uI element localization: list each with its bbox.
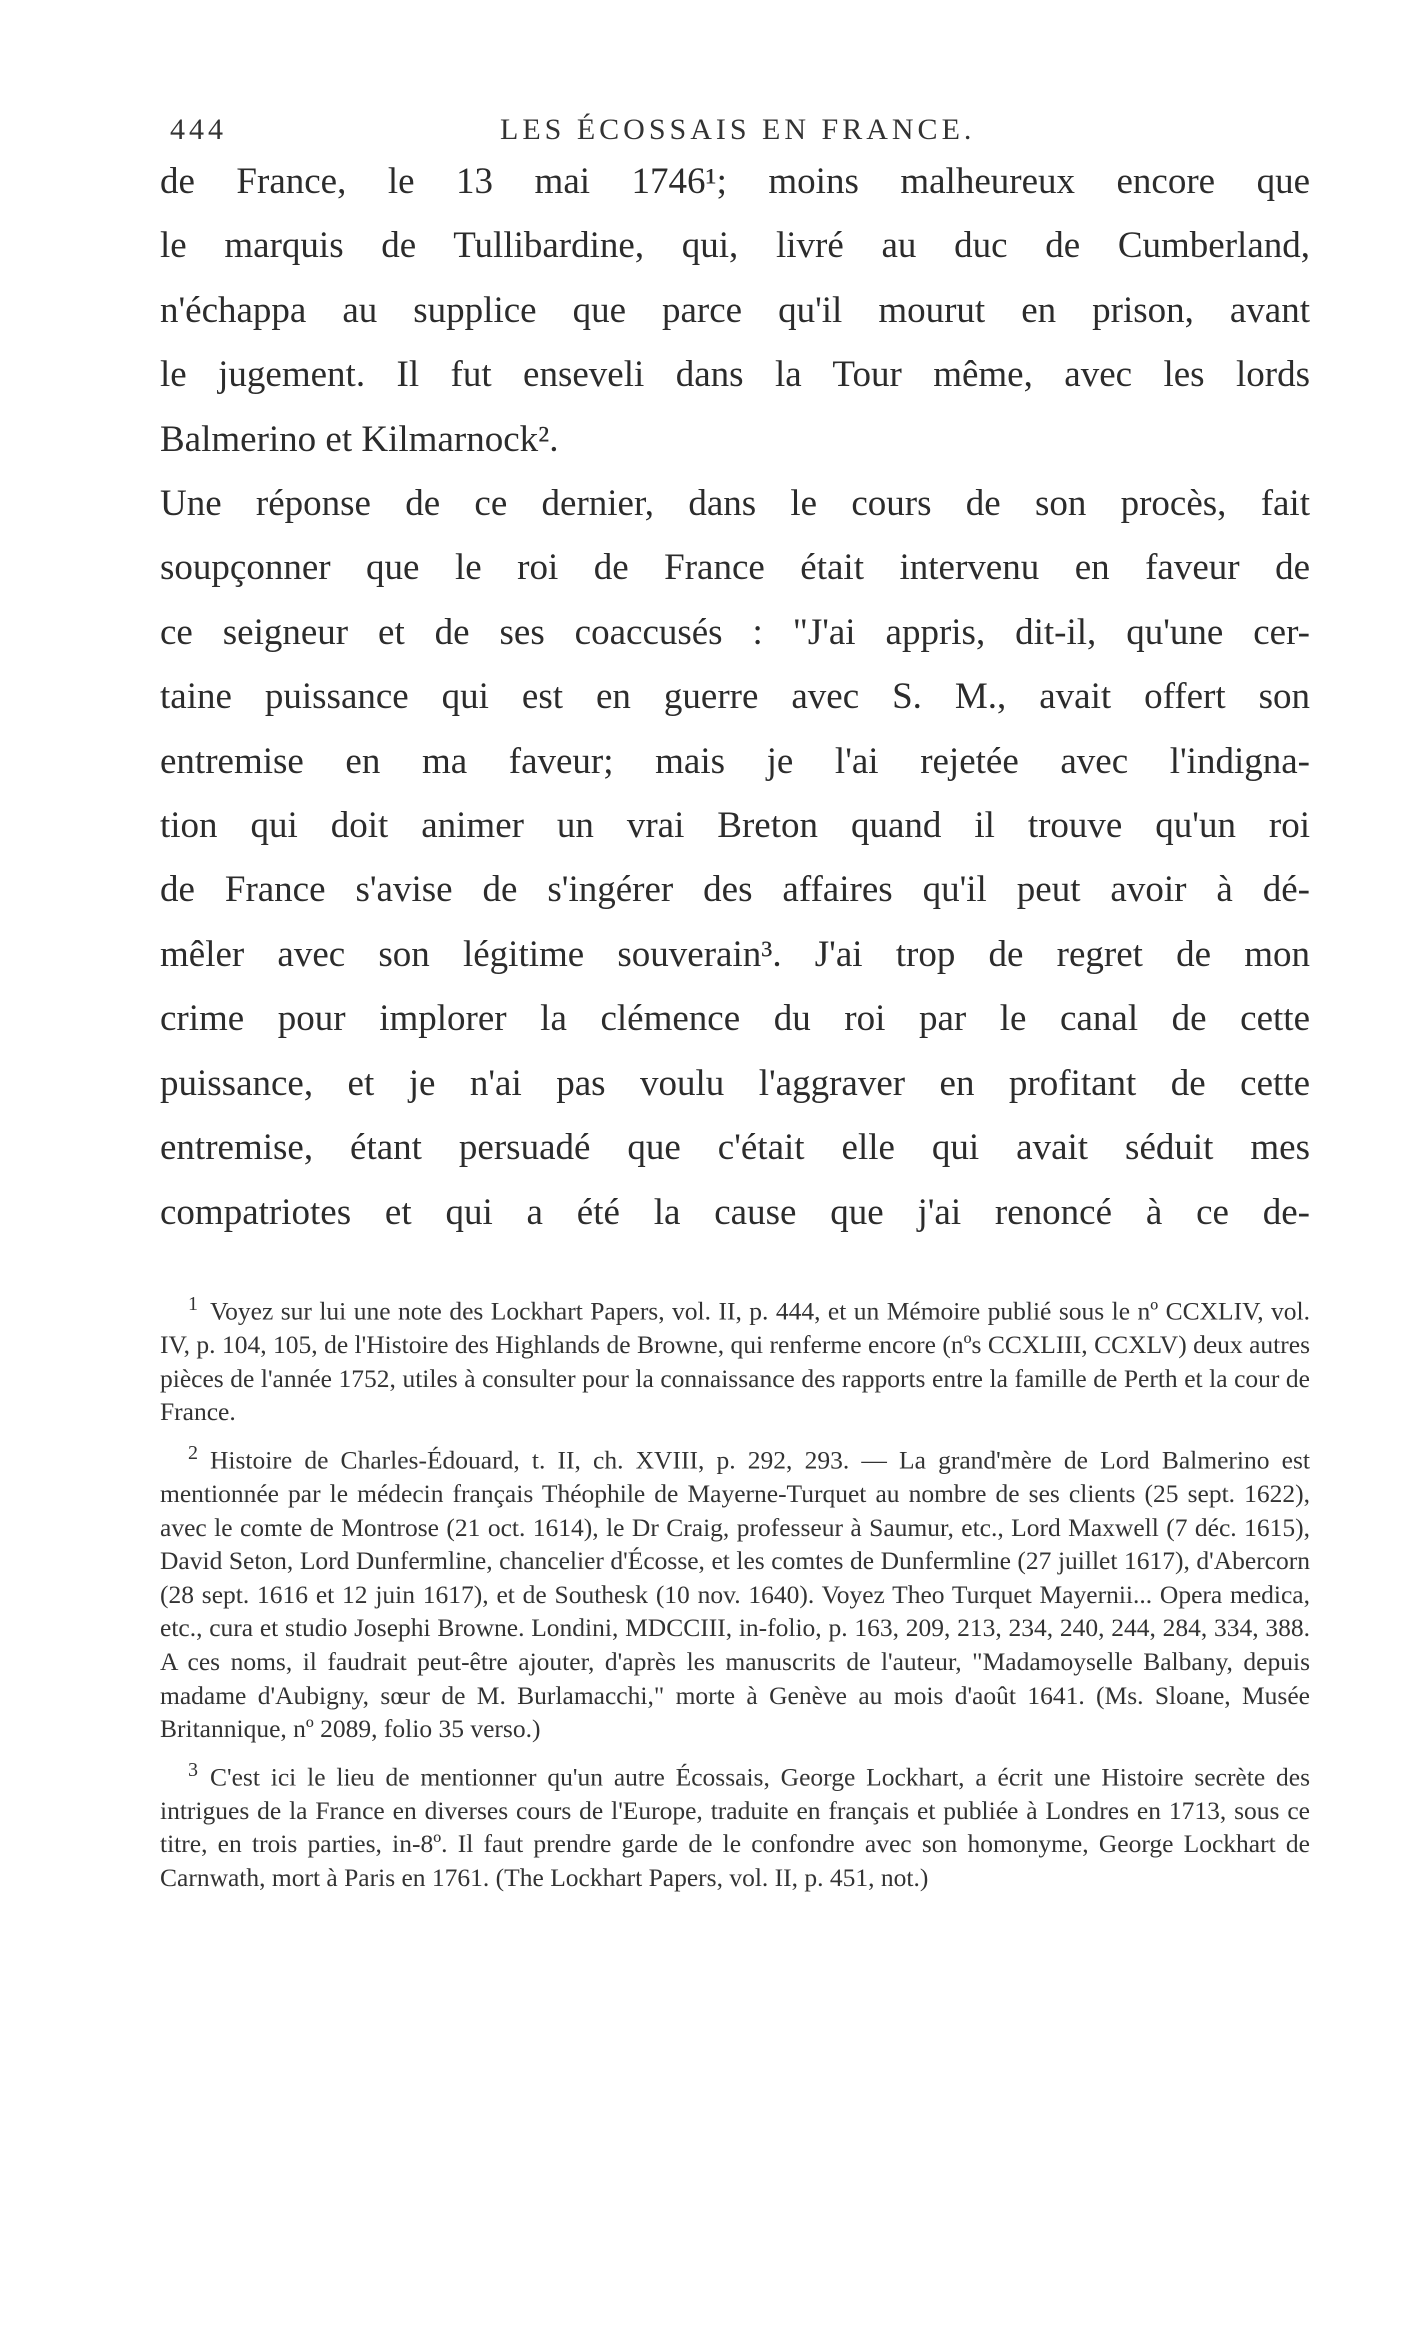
- footnote-text: Histoire de Charles-Édouard, t. II, ch. XVIII, p. 292, 293. — La grand'mère de Lord Balmerino est mentionnée par le médecin français Théophile de Mayerne-Turquet au nombre de ses clients (25 sept. 1622), avec le comte de Montrose (21 oct. 1614), le Dr Craig, professeur à Saumur, etc., Lord Maxwell (7 déc. 1615), David Seton, Lord Dunfermline, chancelier d'Écosse, et les comtes de Dunfermline (27 juillet 1617), d'Abercorn (28 sept. 1616 et 12 juin 1617), et de Southesk (10 nov. 1640). Voyez Theo Turquet Mayernii... Opera medica, etc., cura et studio Josephi Browne. Londini, MDCCIII, in-folio, p. 163, 209, 213, 234, 240, 244, 284, 334, 388. A ces noms, il faudrait peut-être ajouter, d'après les manuscrits de l'auteur, "Madamoyselle Balbany, depuis madame d'Aubigny, sœur de M. Burlamacchi," morte à Genève au mois d'août 1641. (Ms. Sloane, Musée Britannique, nº 2089, folio 35 verso.): [160, 1445, 1310, 1744]
- body-line: le marquis de Tullibardine, qui, livré au duc de Cumberland,: [160, 225, 1310, 267]
- footnote-number: 2: [188, 1441, 198, 1464]
- body-line: ce seigneur et de ses coaccusés : "J'ai appris, dit-il, qu'une cer-: [160, 611, 1310, 653]
- page-header: [170, 113, 980, 153]
- footnote-1: [160, 1288, 1310, 1429]
- body-line: compatriotes et qui a été la cause que j'ai renoncé à ce de-: [160, 1191, 1310, 1233]
- page-number: 444: [170, 113, 227, 146]
- footnote-3: [160, 1754, 1310, 1895]
- footnote-text: Voyez sur lui une note des Lockhart Papers, vol. II, p. 444, et un Mémoire publié sous le nº CCXLIV, vol. IV, p. 104, 105, de l'Histoire des Highlands de Browne, qui renferme encore (nºs CCXLIII, CCXLV) deux autres pièces de l'année 1752, utiles à consulter pour la connaissance des rapports entre la famille de Perth et la cour de France.: [160, 1296, 1310, 1427]
- body-line: crime pour implorer la clémence du roi par le canal de cette: [160, 998, 1310, 1040]
- footnote-number: 3: [188, 1758, 198, 1781]
- body-line: de France, le 13 mai 1746¹; moins malheureux encore que: [160, 161, 1310, 202]
- body-line: Une réponse de ce dernier, dans le cours de son procès, fait: [160, 483, 1310, 525]
- body-line: puissance, et je n'ai pas voulu l'aggraver en profitant de cette: [160, 1062, 1310, 1104]
- body-line: de France s'avise de s'ingérer des affaires qu'il peut avoir à dé-: [160, 869, 1310, 911]
- main-text: [160, 150, 1310, 1245]
- body-line: taine puissance qui est en guerre avec S. M., avait offert son: [160, 676, 1310, 718]
- footnotes: [160, 1288, 1310, 1903]
- footnote-number: 1: [188, 1293, 198, 1315]
- body-line: Balmerino et Kilmarnock².: [160, 418, 559, 460]
- body-line: entremise, étant persuadé que c'était elle qui avait séduit mes: [160, 1127, 1310, 1169]
- running-title: LES ÉCOSSAIS EN FRANCE.: [500, 113, 976, 146]
- body-line: entremise en ma faveur; mais je l'ai rejetée avec l'indigna-: [160, 740, 1310, 782]
- body-line: tion qui doit animer un vrai Breton quand il trouve qu'un roi: [160, 805, 1310, 847]
- body-line: le jugement. Il fut enseveli dans la Tour même, avec les lords: [160, 354, 1310, 396]
- body-line: soupçonner que le roi de France était intervenu en faveur de: [160, 547, 1310, 589]
- body-line: n'échappa au supplice que parce qu'il mourut en prison, avant: [160, 289, 1310, 331]
- footnote-2: [160, 1437, 1310, 1746]
- body-line: mêler avec son légitime souverain³. J'ai trop de regret de mon: [160, 933, 1310, 975]
- footnote-text: C'est ici le lieu de mentionner qu'un autre Écossais, George Lockhart, a écrit une Histoire secrète des intrigues de la France en diverses cours de l'Europe, traduite en français et publiée à Londres en 1713, sous ce titre, en trois parties, in-8º. Il faut prendre garde de le confondre avec son homonyme, George Lockhart de Carnwath, mort à Paris en 1761. (The Lockhart Papers, vol. II, p. 451, not.): [160, 1762, 1310, 1892]
